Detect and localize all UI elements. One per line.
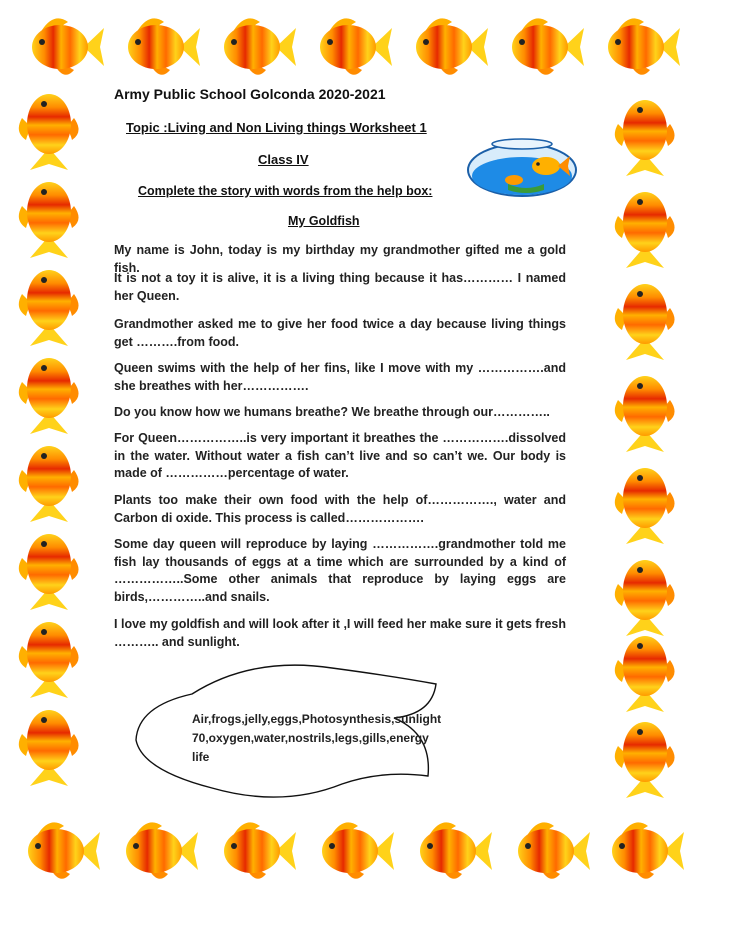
goldfish-icon: [614, 554, 676, 636]
story-paragraph: Do you know how we humans breathe? We breathe through our…………..: [114, 405, 550, 419]
goldfish-icon: [600, 12, 680, 82]
goldfish-icon: [614, 186, 676, 268]
story-paragraph: My name is John, today is my birthday my grandmother gifted me a gold fish.: [114, 243, 566, 275]
story-paragraph: Plants too make their own food with the help of……………., water and Carbon di oxide. This process is called……………….: [114, 493, 566, 525]
class-label: Class IV: [258, 152, 309, 167]
goldfish-icon: [408, 12, 488, 82]
help-box-line: Air,frogs,jelly,eggs,Photosynthesis,sunlight: [192, 712, 442, 726]
goldfish-icon: [412, 816, 492, 886]
goldfish-icon: [614, 94, 676, 176]
fish-bowl-icon: [466, 136, 578, 198]
goldfish-icon: [118, 816, 198, 886]
goldfish-icon: [18, 440, 80, 522]
goldfish-icon: [314, 816, 394, 886]
help-box-line: life: [192, 750, 210, 764]
goldfish-icon: [614, 716, 676, 798]
goldfish-icon: [604, 816, 684, 886]
goldfish-icon: [614, 630, 676, 712]
goldfish-icon: [614, 278, 676, 360]
story-paragraph: Queen swims with the help of her fins, like I move with my …………….and she breathes with her…………….: [114, 361, 566, 393]
goldfish-icon: [216, 12, 296, 82]
help-box-words: [192, 710, 452, 767]
goldfish-icon: [614, 462, 676, 544]
goldfish-icon: [216, 816, 296, 886]
goldfish-icon: [312, 12, 392, 82]
story-paragraph: For Queen……………..is very important it breathes the …………….dissolved in the water. Without water a fish can’t live and so can’t we. Our body is made of ……………percentage of water.: [114, 431, 566, 480]
story-paragraph: Grandmother asked me to give her food twice a day because living things get ……….from food.: [114, 317, 566, 349]
goldfish-icon: [120, 12, 200, 82]
story-title: My Goldfish: [288, 214, 360, 228]
worksheet-topic: Topic :Living and Non Living things Worksheet 1: [126, 120, 427, 135]
story-paragraph: It is not a toy it is alive, it is a living thing because it has………… I named her Queen.: [114, 271, 566, 303]
goldfish-icon: [18, 528, 80, 610]
goldfish-icon: [24, 12, 104, 82]
instruction: Complete the story with words from the help box:: [138, 184, 433, 198]
story-paragraph: I love my goldfish and will look after it ,I will feed her make sure it gets fresh ……….. and sunlight.: [114, 617, 566, 649]
story-paragraph: Some day queen will reproduce by laying …………….grandmother told me fish lay thousands of eggs at a time which are surrounded by a kind of ……………..Some other animals that reproduce by laying eggs are birds,…………..and snails.: [114, 537, 566, 604]
goldfish-icon: [18, 176, 80, 258]
goldfish-icon: [504, 12, 584, 82]
help-box-line: 70,oxygen,water,nostrils,legs,gills,energy: [192, 731, 429, 745]
goldfish-icon: [18, 616, 80, 698]
goldfish-icon: [18, 352, 80, 434]
goldfish-icon: [510, 816, 590, 886]
goldfish-icon: [18, 88, 80, 170]
goldfish-icon: [18, 264, 80, 346]
goldfish-icon: [18, 704, 80, 786]
goldfish-icon: [614, 370, 676, 452]
school-name: Army Public School Golconda 2020-2021: [114, 86, 386, 102]
goldfish-icon: [20, 816, 100, 886]
